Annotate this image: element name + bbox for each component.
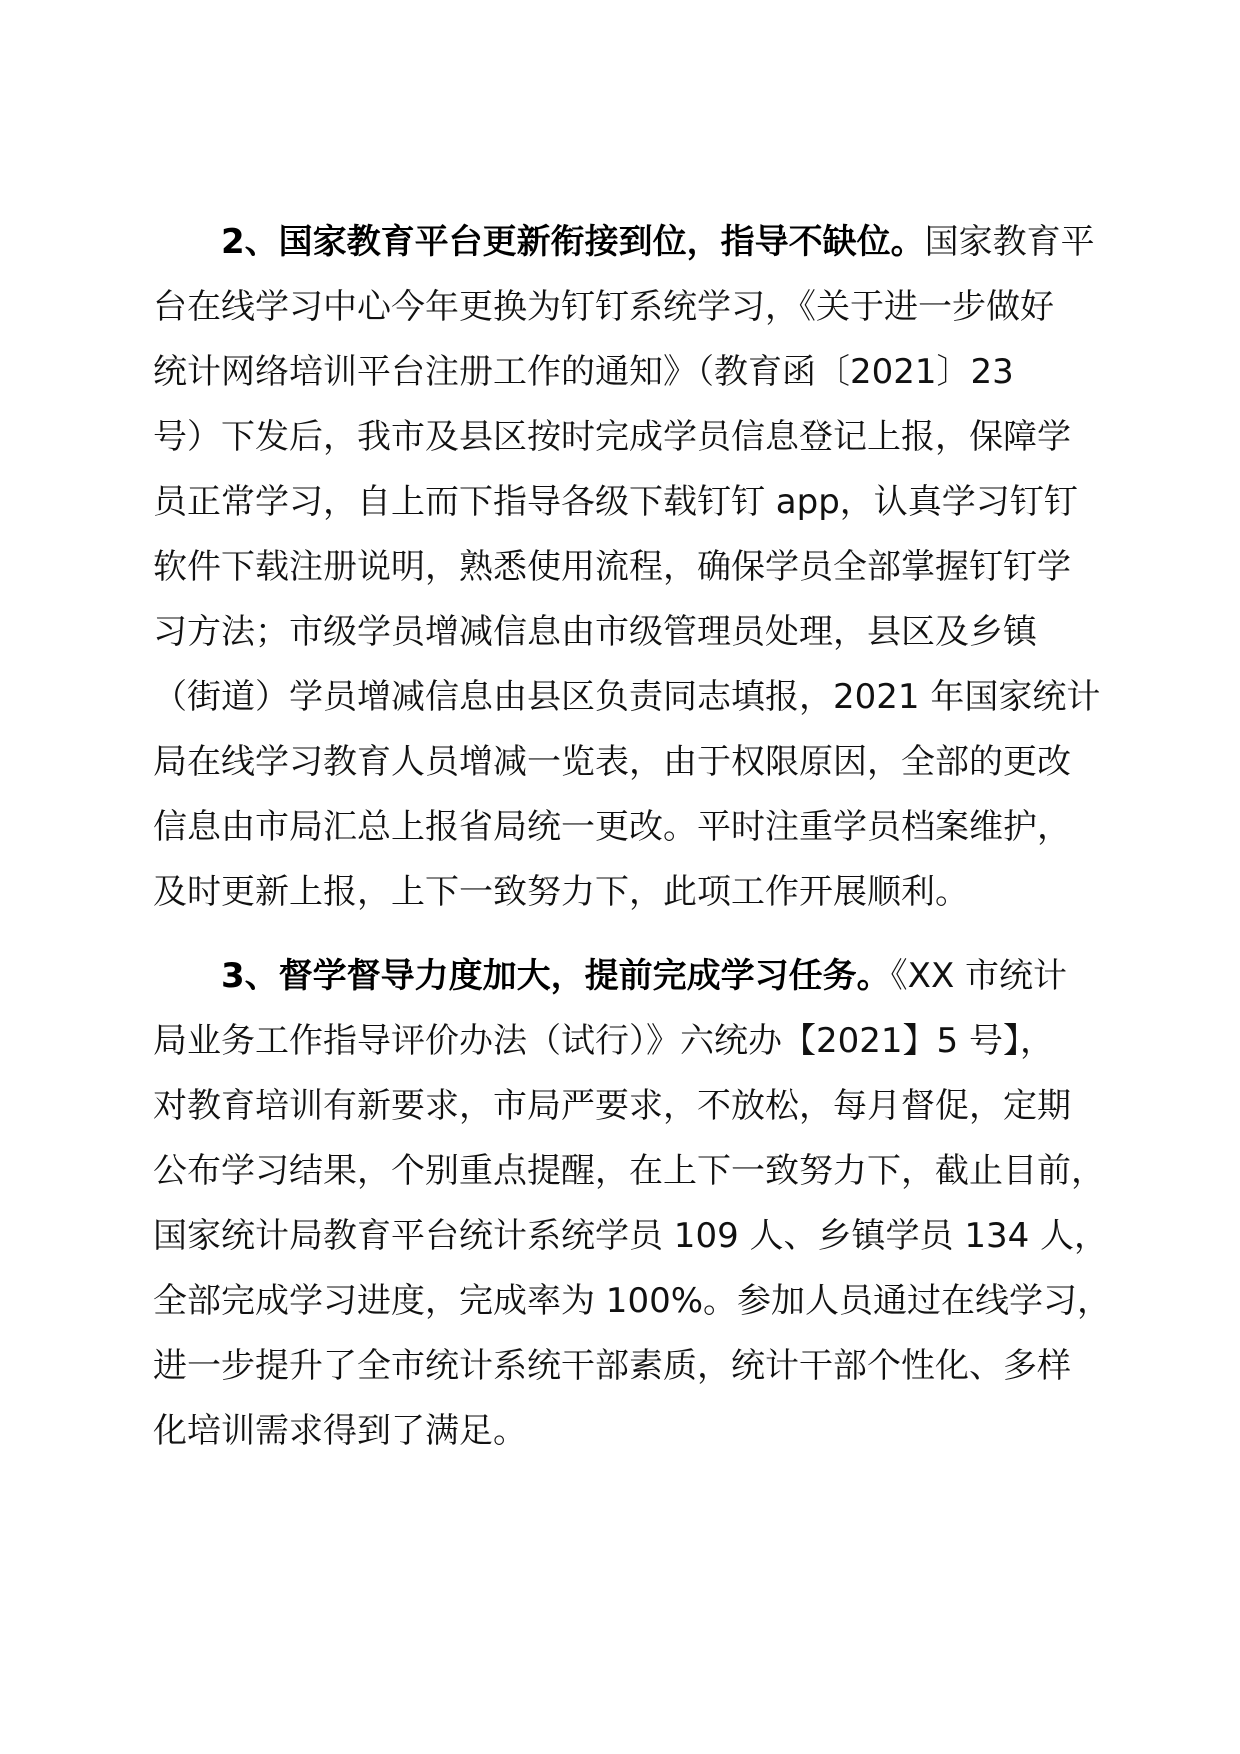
paragraph-line: 习方法；市级学员增减信息由市级管理员处理，县区及乡镇	[153, 612, 1037, 652]
paragraph-line: （街道）学员增减信息由县区负责同志填报，2021 年国家统计	[153, 677, 1101, 717]
paragraph-line: 对教育培训有新要求，市局严要求，不放松，每月督促，定期	[153, 1086, 1071, 1126]
paragraph-text: 国家教育平	[924, 222, 1095, 262]
paragraph-line: 局在线学习教育人员增减一览表，由于权限原因，全部的更改	[153, 742, 1071, 782]
paragraph-line: 全部完成学习进度，完成率为 100%。参加人员通过在线学习，	[153, 1281, 1112, 1321]
paragraph-line: 化培训需求得到了满足。	[153, 1411, 527, 1451]
paragraph-line: 台在线学习中心今年更换为钉钉系统学习，《关于进一步做好	[153, 287, 1054, 327]
paragraph-first-line	[153, 944, 1113, 1009]
paragraph-line: 及时更新上报，上下一致努力下，此项工作开展顺利。	[153, 872, 969, 912]
paragraph-first-line	[153, 210, 1113, 275]
paragraph-line: 软件下载注册说明，熟悉使用流程，确保学员全部掌握钉钉学	[153, 547, 1071, 587]
paragraph-line: 公布学习结果，个别重点提醒，在上下一致努力下，截止目前，	[153, 1151, 1105, 1191]
paragraph-line: 信息由市局汇总上报省局统一更改。平时注重学员档案维护，	[153, 807, 1071, 847]
paragraph-line: 号）下发后，我市及县区按时完成学员信息登记上报，保障学	[153, 417, 1071, 457]
paragraph-heading: 2、国家教育平台更新衔接到位，指导不缺位。	[221, 222, 925, 262]
paragraph-line: 国家统计局教育平台统计系统学员 109 人、乡镇学员 134 人，	[153, 1216, 1109, 1256]
paragraph-heading: 3、督学督导力度加大，提前完成学习任务。	[221, 956, 891, 996]
paragraph-line: 局业务工作指导评价办法（试行）》六统办【2021】5 号】，	[153, 1021, 1054, 1061]
paragraph-line: 统计网络培训平台注册工作的通知》（教育函〔2021〕23	[153, 352, 1014, 392]
paragraph-line: 员正常学习，自上而下指导各级下载钉钉 app，认真学习钉钉	[153, 482, 1078, 522]
paragraph-text: 《XX 市统计	[890, 956, 1068, 996]
paragraph-line: 进一步提升了全市统计系统干部素质，统计干部个性化、多样	[153, 1346, 1071, 1386]
paragraph-platform-update	[153, 210, 1113, 925]
paragraph-supervision	[153, 944, 1113, 1464]
